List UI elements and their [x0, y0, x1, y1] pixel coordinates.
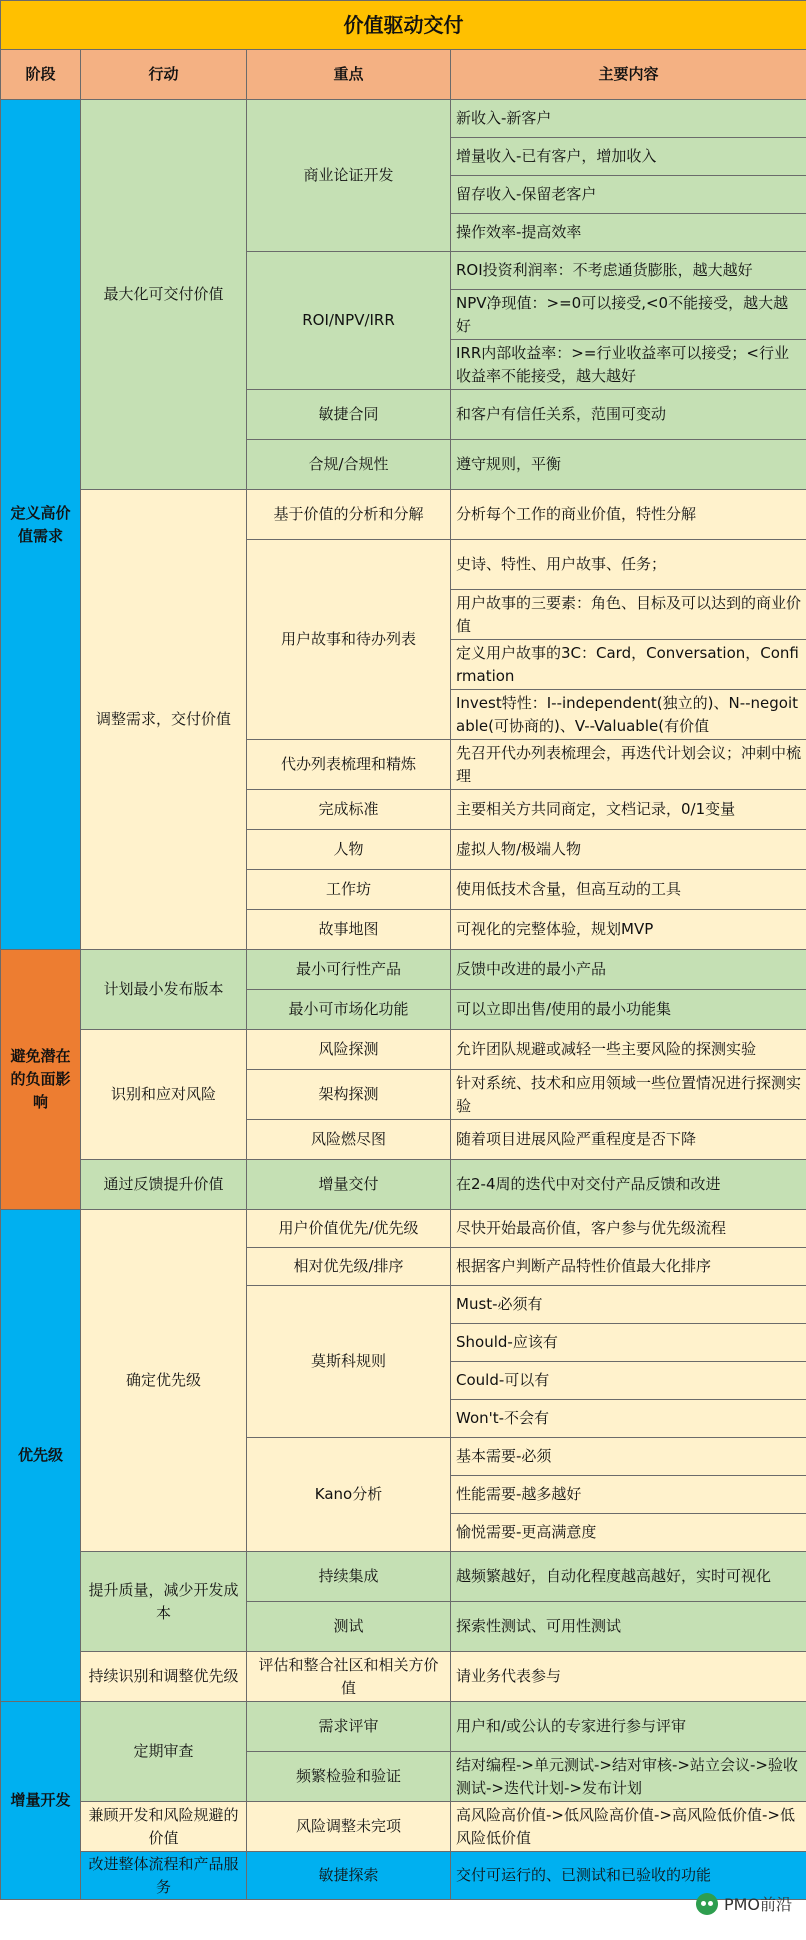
focus-cell: 最小可市场化功能	[247, 990, 451, 1030]
content-cell: 愉悦需要-更高满意度	[451, 1514, 806, 1552]
content-cell: 交付可运行的、已测试和已验收的功能	[451, 1852, 806, 1900]
focus-cell: 架构探测	[247, 1070, 451, 1120]
focus-cell: 风险探测	[247, 1030, 451, 1070]
action-cell: 通过反馈提升价值	[81, 1160, 247, 1210]
content-cell: ROI投资利润率：不考虑通货膨胀，越大越好	[451, 252, 806, 290]
content-cell: 结对编程->单元测试->结对审核->站立会议->验收测试->迭代计划->发布计划	[451, 1752, 806, 1802]
content-cell: 针对系统、技术和应用领域一些位置情况进行探测实验	[451, 1070, 806, 1120]
action-cell: 识别和应对风险	[81, 1030, 247, 1160]
content-cell: 和客户有信任关系，范围可变动	[451, 390, 806, 440]
content-cell: 性能需要-越多越好	[451, 1476, 806, 1514]
content-cell: 新收入-新客户	[451, 100, 806, 138]
focus-cell: 商业论证开发	[247, 100, 451, 252]
content-cell: 留存收入-保留老客户	[451, 176, 806, 214]
watermark-text: PMO前沿	[723, 1895, 792, 1914]
table-row	[1, 1702, 806, 1752]
stage-cell: 避免潜在的负面影响	[1, 950, 81, 1210]
content-cell: 探索性测试、可用性测试	[451, 1602, 806, 1652]
content-cell: 越频繁越好，自动化程度越高越好，实时可视化	[451, 1552, 806, 1602]
table-row	[1, 950, 806, 990]
focus-cell: 风险调整未完项	[247, 1802, 451, 1852]
table-row	[1, 100, 806, 138]
focus-cell: 工作坊	[247, 870, 451, 910]
content-cell: 随着项目进展风险严重程度是否下降	[451, 1120, 806, 1160]
focus-cell: 频繁检验和验证	[247, 1752, 451, 1802]
header-focus: 重点	[247, 50, 451, 100]
content-cell: 可视化的完整体验，规划MVP	[451, 910, 806, 950]
content-cell: 尽快开始最高价值，客户参与优先级流程	[451, 1210, 806, 1248]
focus-cell: 代办列表梳理和精炼	[247, 740, 451, 790]
content-cell: 允许团队规避或减轻一些主要风险的探测实验	[451, 1030, 806, 1070]
action-cell: 最大化可交付价值	[81, 100, 247, 490]
content-cell: 定义用户故事的3C：Card，Conversation，Confirmation	[451, 640, 806, 690]
focus-cell: 敏捷合同	[247, 390, 451, 440]
table-row	[1, 1852, 806, 1900]
stage-cell: 定义高价值需求	[1, 100, 81, 950]
focus-cell: 评估和整合社区和相关方价值	[247, 1652, 451, 1702]
content-cell: Invest特性：I--independent(独立的)、N--negoitable(可协商的)、V--Valuable(有价值	[451, 690, 806, 740]
focus-cell: 敏捷探索	[247, 1852, 451, 1900]
action-cell: 兼顾开发和风险规避的价值	[81, 1802, 247, 1852]
title-row	[1, 1, 806, 50]
content-cell: 使用低技术含量，但高互动的工具	[451, 870, 806, 910]
focus-cell: 莫斯科规则	[247, 1286, 451, 1438]
content-cell: IRR内部收益率：>=行业收益率可以接受；<行业收益率不能接受，越大越好	[451, 340, 806, 390]
content-cell: Must-必须有	[451, 1286, 806, 1324]
focus-cell: 故事地图	[247, 910, 451, 950]
focus-cell: 基于价值的分析和分解	[247, 490, 451, 540]
content-cell: 用户和/或公认的专家进行参与评审	[451, 1702, 806, 1752]
focus-cell: Kano分析	[247, 1438, 451, 1552]
content-cell: Could-可以有	[451, 1362, 806, 1400]
content-cell: 根据客户判断产品特性价值最大化排序	[451, 1248, 806, 1286]
content-cell: 请业务代表参与	[451, 1652, 806, 1702]
content-cell: 史诗、特性、用户故事、任务；	[451, 540, 806, 590]
content-cell: 增量收入-已有客户，增加收入	[451, 138, 806, 176]
content-cell: 用户故事的三要素：角色、目标及可以达到的商业价值	[451, 590, 806, 640]
action-cell: 确定优先级	[81, 1210, 247, 1552]
focus-cell: 合规/合规性	[247, 440, 451, 490]
focus-cell: 相对优先级/排序	[247, 1248, 451, 1286]
content-cell: 分析每个工作的商业价值，特性分解	[451, 490, 806, 540]
action-cell: 调整需求，交付价值	[81, 490, 247, 950]
table-row	[1, 1552, 806, 1602]
header-row	[1, 50, 806, 100]
focus-cell: 最小可行性产品	[247, 950, 451, 990]
content-cell: 在2-4周的迭代中对交付产品反馈和改进	[451, 1160, 806, 1210]
content-cell: Won't-不会有	[451, 1400, 806, 1438]
focus-cell: ROI/NPV/IRR	[247, 252, 451, 390]
content-cell: 高风险高价值->低风险高价值->高风险低价值->低风险低价值	[451, 1802, 806, 1852]
table-row	[1, 1030, 806, 1070]
focus-cell: 完成标准	[247, 790, 451, 830]
stage-cell: 优先级	[1, 1210, 81, 1702]
content-cell: NPV净现值：>=0可以接受,<0不能接受，越大越好	[451, 290, 806, 340]
page-title: 价值驱动交付	[1, 1, 806, 50]
focus-cell: 增量交付	[247, 1160, 451, 1210]
header-stage: 阶段	[1, 50, 81, 100]
table-row	[1, 1652, 806, 1702]
content-cell: 基本需要-必须	[451, 1438, 806, 1476]
focus-cell: 持续集成	[247, 1552, 451, 1602]
content-cell: 反馈中改进的最小产品	[451, 950, 806, 990]
header-action: 行动	[81, 50, 247, 100]
content-cell: Should-应该有	[451, 1324, 806, 1362]
content-cell: 可以立即出售/使用的最小功能集	[451, 990, 806, 1030]
action-cell: 计划最小发布版本	[81, 950, 247, 1030]
action-cell: 定期审查	[81, 1702, 247, 1802]
header-content: 主要内容	[451, 50, 806, 100]
action-cell: 提升质量，减少开发成本	[81, 1552, 247, 1652]
focus-cell: 风险燃尽图	[247, 1120, 451, 1160]
focus-cell: 测试	[247, 1602, 451, 1652]
content-cell: 主要相关方共同商定，文档记录，0/1变量	[451, 790, 806, 830]
action-cell: 持续识别和调整优先级	[81, 1652, 247, 1702]
table-row	[1, 1802, 806, 1852]
focus-cell: 人物	[247, 830, 451, 870]
content-cell: 先召开代办列表梳理会，再迭代计划会议；冲刺中梳理	[451, 740, 806, 790]
table-row	[1, 490, 806, 540]
table-row	[1, 1160, 806, 1210]
action-cell: 改进整体流程和产品服务	[81, 1852, 247, 1900]
focus-cell: 用户价值优先/优先级	[247, 1210, 451, 1248]
content-cell: 虚拟人物/极端人物	[451, 830, 806, 870]
content-cell: 遵守规则，平衡	[451, 440, 806, 490]
focus-cell: 需求评审	[247, 1702, 451, 1752]
table-row	[1, 1210, 806, 1248]
content-cell: 操作效率-提高效率	[451, 214, 806, 252]
stage-cell: 增量开发	[1, 1702, 81, 1900]
focus-cell: 用户故事和待办列表	[247, 540, 451, 740]
